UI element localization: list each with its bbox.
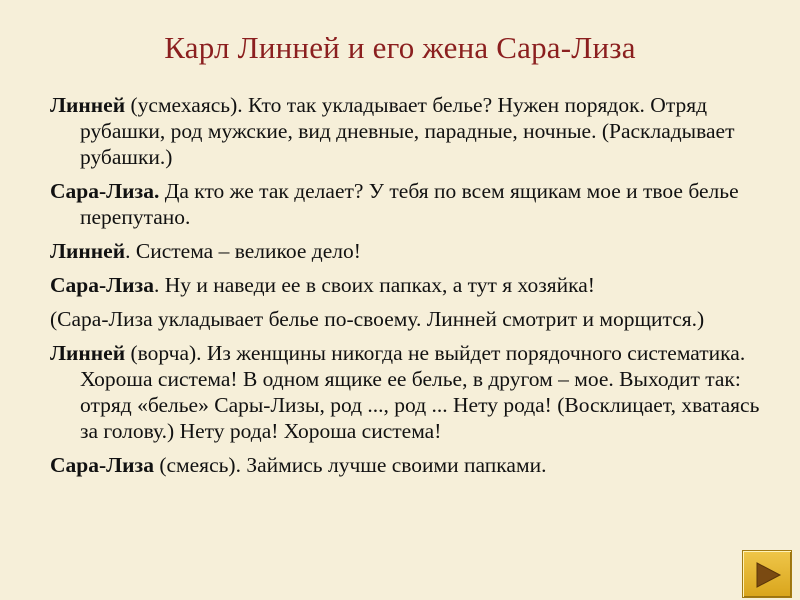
next-slide-button[interactable] [742, 550, 792, 598]
speaker-name: Сара-Лиза. [50, 179, 160, 203]
play-triangle-icon [754, 561, 782, 589]
speaker-name: Линней [50, 93, 126, 117]
dialogue-line [50, 272, 770, 298]
dialogue-text: (ворча). Из женщины никогда не выйдет порядочного систематика. Хороша система! В одном ящике ее белье, в другом – мое. Выходит так: отряд «белье» Сары-Лизы, род ..., род ... Нету рода! (Восклицает, хватаясь за голову.) Нету рода! Хороша система! [80, 341, 760, 443]
dialogue-line [50, 178, 770, 230]
dialogue-text: (Сара-Лиза укладывает белье по-своему. Линней смотрит и морщится.) [50, 307, 705, 331]
dialogue-line [50, 452, 770, 478]
dialogue-text: (смеясь). Займись лучше своими папками. [153, 453, 547, 477]
speaker-name: Сара-Лиза [50, 453, 154, 477]
dialogue-line [50, 92, 770, 170]
dialogue-text: Да кто же так делает? У тебя по всем ящикам мое и твое белье перепутано. [80, 179, 739, 229]
speaker-name: Линней [50, 341, 126, 365]
dialogue-text: . Ну и наведи ее в своих папках, а тут я хозяйка! [153, 273, 595, 297]
dialogue-line [50, 340, 770, 444]
stage-direction [50, 306, 770, 332]
speaker-name: Линней [50, 239, 126, 263]
dialogue-line [50, 238, 770, 264]
slide-title: Карл Линней и его жена Сара-Лиза [164, 30, 636, 65]
dialogue-text: (усмехаясь). Кто так укладывает белье? Нужен порядок. Отряд рубашки, род мужские, вид дневные, парадные, ночные. (Раскладывает рубашки.) [80, 93, 735, 169]
dialogue-body [50, 92, 770, 486]
dialogue-text: . Система – великое дело! [125, 239, 361, 263]
speaker-name: Сара-Лиза [50, 273, 154, 297]
